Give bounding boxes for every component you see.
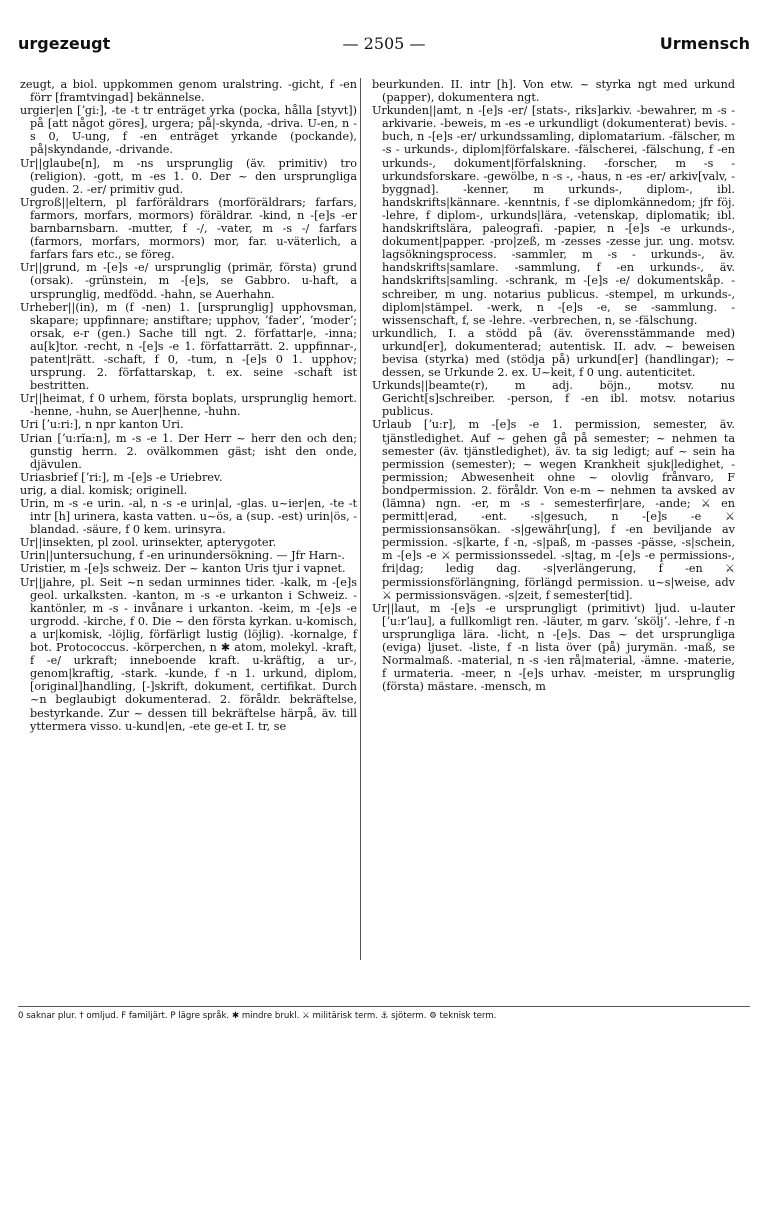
entry: Urlaub [ʼu:r], m -[e]s -e 1. permission, semester, äv. tjänstledighet. Auf ~ gehen gå på semester; ~ nehmen ta semester (äv. tjänstledighet), äv. ta sig ledigt; auf ~ sein ha permission (semester); ~ wegen Krankheit sjuk|ledighet, -permission; Abwesenheit ohne ~ olovlig frånvaro, F bondpermission. 2. föråldr. Von e-m ~ nehmen ta avsked av (lämna) ngn. -er, m -s - semesterfir|are, -ande; ⚔ en permitt|erad, -ent. -s|gesuch, n -[e]s -e ⚔ permissionsansökan. -s|gewähr[ung], f -en beviljande av permission. -s|karte, f -n, -s|paß, m -passes -pässe, -s|schein, m -[e]s -e ⚔ permissionssedel. -s|tag, m -[e]s -e permissions-, fri|dag; ledig dag. -s|verlängerung, f -en ⚔ permissionsförlängning, förlängd permission. u~s|weise, adv ⚔ permissionsvägen. -s|zeit, f semester[tid]. [372,418,735,602]
right-column [372,78,735,693]
entry: Urian [ʼu:rĭa:n], m -s -e 1. Der Herr ~ herr den och den; gunstig herrn. 2. ovälkommen gäst; isht den onde, djävulen. [20,431,357,471]
page-header [18,34,750,60]
entry: zeugt, a biol. uppkommen genom uralstring. -gicht, f -en förr [framtvingad] bekännelse. [20,78,357,105]
entry: Urin||untersuchung, f -en urinundersökning. — Jfr Harn-. [20,549,345,563]
entry: Ur||grund, m -[e]s -e/ ursprunglig (primär, första) grund (orsak). -grünstein, m -[e]s, se Gabbro. u-haft, a ursprunglig, medfödd. -hahn, se Auerhahn. [20,261,357,301]
right-running-head: Urmensch [659,34,750,53]
entry: Uri [ʼu:ri:], n npr kanton Uri. [20,418,184,432]
left-running-head: urgezeugt [18,34,111,53]
entry: beurkunden. II. intr [h]. Von etw. ~ styrka ngt med urkund (papper), dokumentera ngt. [372,78,735,105]
abbreviation-legend: 0 saknar plur. † omljud. F familjärt. P lägre språk. ✱ mindre brukl. ⚔ militärisk term. ⚓ sjöterm. ⚙ teknisk term. [18,1006,750,1021]
entry: Uriasbrief [ʼri:], m -[e]s -e Uriebrev. [20,470,223,484]
page-number: — 2505 — [342,34,426,53]
entry: Urheber||(in), m (f -nen) 1. [ursprunglig] upphovsman, skapare; uppfinnare; anstiftare; upphov, ʼfaderʼ, ʼmoderʼ; orsak, e-r (gen.) Sache till ngt. 2. författar|e, -inna; au[k]tor. -recht, n -[e]s -e 1. författarrätt. 2. uppfinnar-, patent|rätt. -schaft, f 0, -tum, n -[e]s 0 1. upphov; ursprung. 2. författarskap, t. ex. seine -schaft ist bestritten. [20,300,357,393]
entry: Uristier, m -[e]s schweiz. Der ~ kanton Uris tjur i vapnet. [20,562,346,576]
left-column [20,78,357,733]
entry: Ur||insekten, pl zool. urinsekter, apterygoter. [20,536,277,550]
entry: Urgroß||eltern, pl farföräldrars (morföräldrars; farfars, farmors, morfars, mormors) föräldrar. -kind, n -[e]s -er barnbarnsbarn. -mutter, f -/, -vater, m -s -/ farfars (farmors, morfars, mormors) mor, far. u-väterlich, a farfars fars etc., se föreg. [20,195,357,262]
entry: Ur||glaube[n], m -ns ursprunglig (äv. primitiv) tro (religion). -gott, m -es 1. 0. Der ~ den ursprungliga guden. 2. -er/ primitiv gud. [20,156,357,196]
column-divider [360,78,361,960]
entry: urig, a dial. komisk; originell. [20,483,188,497]
entry: urgier|en [ʼgi:], -te -t tr enträget yrka (pocka, hålla [styvt]) på [att något göres], urgera; på|-skynda, -driva. U-en, n -s 0, U-ung, f -en enträget yrkande (pockande), på|skyndande, -drivande. [20,104,357,157]
entry: Urkunden||amt, n -[e]s -er/ [stats-, riks]arkiv. -bewahrer, m -s - arkivarie. -beweis, m -es -e urkundligt (dokumenterat) bevis. -buch, n -[e]s -er/ urkundssamling, diplomatarium. -fälscher, m -s - urkunds-, diplom|förfalskare. -fälscherei, -fälschung, f -en urkunds-, dokument|förfalskning. -forscher, m -s - urkundsforskare. -gewölbe, n -s -, -haus, n -es -er/ arkiv[valv, -byggnad]. -kenner, m urkunds-, diplom-, ibl. handskrifts|kännare. -kenntnis, f -se diplomkännedom; jfr föj. -lehre, f diplom-, urkunds|lära, -vetenskap, diplomatik; ibl. handskriftslära, paleografi. -papier, n -[e]s -e urkunds-, dokument|papper. -pro|zeß, m -zesses -zesse jur. ung. motsv. lagsökningsprocess. -sammler, m -s - urkunds-, äv. handskrifts|samlare. -sammlung, f -en urkunds-, äv. handskrifts|samling. -schrank, m -[e]s -e/ dokumentskåp. -schreiber, m ung. notarius publicus. -stempel, m urkunds-, diplom|stämpel. -werk, n -[e]s -e, se -sammlung. -wissenschaft, f, se -lehre. -verbrechen, n, se -fälschung. [372,104,735,327]
entry: Urkunds||beamte(r), m adj. böjn., motsv. nu Gericht[s]schreiber. -person, f -en ibl. motsv. notarius publicus. [372,379,735,419]
entry: Urin, m -s -e urin. -al, n -s -e urin|al, -glas. u~ier|en, -te -t intr [h] urinera, kasta vatten. u~ös, a (sup. -est) urin|ös, -blandad. -säure, f 0 kem. urinsyra. [20,497,357,537]
entry: Ur||laut, m -[e]s -e ursprungligt (primitivt) ljud. u-lauter [ʼu:rʼlau], a fullkomligt ren. -läuter, m garv. ʼsköljʼ. -lehre, f -n ursprungliga lära. -licht, n -[e]s. Das ~ det ursprungliga (eviga) ljuset. -liste, f -n lista över (på) jurymän. -maß, se Normalmaß. -material, n -s -ien rå|material, -ämne. -materie, f urmateria. -meer, n -[e]s urhav. -meister, m ursprunglig (första) mästare. -mensch, m [372,601,735,694]
entry: Ur||heimat, f 0 urhem, första boplats, ursprunglig hemort. -henne, -huhn, se Auer|henne, -huhn. [20,392,357,419]
entry: Ur||jahre, pl. Seit ~n sedan urminnes tider. -kalk, m -[e]s geol. urkalksten. -kanton, m -s -e urkanton i Schweiz. -kantönler, m -s - invånare i urkanton. -keim, m -[e]s -e urgrodd. -kirche, f 0. Die ~ den första kyrkan. u-komisch, a ur|komisk, -löjlig, förfärligt lustig (löjlig). -kornalge, f bot. Protococcus. -körperchen, n ✱ atom, molekyl. -kraft, f -e/ urkraft; inneboende kraft. u-kräftig, a ur-, genom|kraftig, -stark. -kunde, f -n 1. urkund, diplom, [original]handling, [-]skrift, dokument, certifikat. Durch ~n beglaubigt dokumenterad. 2. föråldr. bekräftelse, bestyrkande. Zur ~ dessen till bekräftelse härpå, äv. till yttermera visso. u-kund|en, -ete ge-et I. tr, se [20,575,357,733]
entry: urkundlich, I. a stödd på (äv. överensstämmande med) urkund[er], dokumenterad; autentisk. II. adv. ~ beweisen bevisa (styrka) med (stödja på) urkund[er] (handlingar); ~ dessen, se Urkunde 2. ex. U~keit, f 0 ung. autenticitet. [372,326,735,380]
